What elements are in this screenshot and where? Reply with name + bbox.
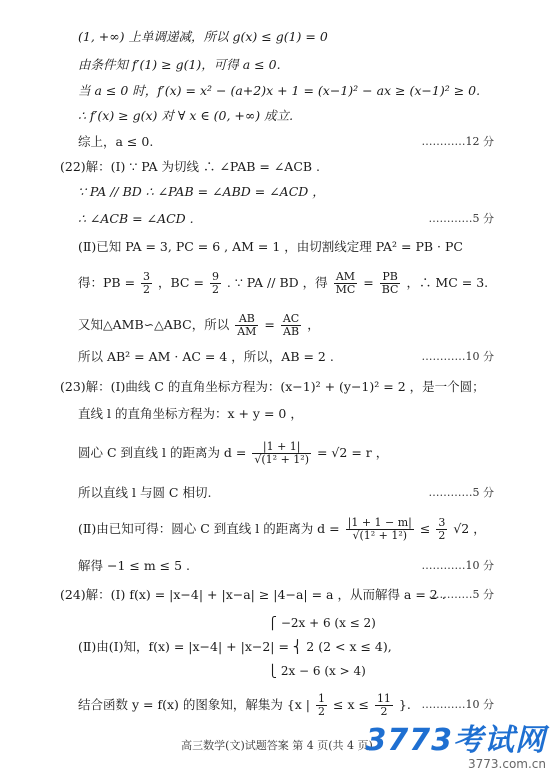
text-segment: ≤ [419, 521, 431, 536]
numerator: |1 + 1| [252, 441, 311, 454]
text-line: ∵ PA // BD ∴ ∠PAB = ∠ABD = ∠ACD ， [78, 184, 325, 199]
fraction [281, 313, 301, 338]
score-mark: …………12 分 [421, 135, 494, 148]
text-segment: = √2 = r ， [316, 445, 389, 460]
numerator: AM [334, 271, 358, 284]
text-line: 当 a ≤ 0 时，f′(x) = x² − (a+2)x + 1 = (x−1)² − ax ≥ (x−1)² ≥ 0. [78, 83, 481, 98]
text-segment: 又知△AMB∽△ABC，所以 [78, 317, 230, 332]
text-segment: 圆心 C 到直线 l 的距离为 d = [78, 445, 247, 460]
fraction-line: 又知△AMB∽△ABC，所以 $\frac{AB}{AM}$ = $\frac{AC}{AB}$ ， [78, 312, 320, 338]
text-segment: ≤ x ≤ [333, 697, 369, 712]
denominator: 2 [318, 705, 326, 718]
text-line: 所以 AB² = AM · AC = 4 ，所以，AB = 2 . [78, 349, 334, 364]
text-line: 直线 l 的直角坐标方程为：x + y = 0 ， [78, 406, 303, 421]
denominator: MC [335, 283, 356, 296]
text-segment: ， [307, 317, 320, 332]
denominator: 2 [211, 283, 219, 296]
text-segment: 得：PB = [78, 275, 136, 290]
text-segment: ，BC = [158, 275, 204, 290]
numerator: 9 [211, 270, 219, 283]
text-line: ∴ f′(x) ≥ g(x) 对 ∀ x ∈ (0, +∞) 成立. [78, 108, 294, 123]
text-segment: . ∵ PA // BD ，得 [226, 275, 328, 290]
text-line: (Ⅱ)已知 PA = 3, PC = 6 , AM = 1 ，由切割线定理 PA² = PB · PC [78, 239, 463, 254]
denominator: 2 [143, 283, 151, 296]
problem-22-line: (22)解：(Ⅰ) ∵ PA 为切线 ∴ ∠PAB = ∠ACB . [60, 159, 321, 174]
fraction [436, 517, 447, 542]
text-line: 所以直线 l 与圆 C 相切. [78, 485, 212, 500]
fraction [346, 517, 414, 542]
denominator: √(1² + 1²) [352, 529, 408, 542]
fraction-line [78, 436, 494, 470]
problem-24-line: (24)解：(Ⅰ) f(x) = |x−4| + |x−a| ≥ |4−a| = a ，从而解得 a = 2 . [60, 587, 446, 602]
text-line: 解得 −1 ≤ m ≤ 5 . [78, 558, 190, 573]
numerator: 11 [376, 692, 391, 705]
piecewise-case: ⎩ 2x − 6 (x > 4) [268, 664, 366, 678]
text-line: 综上，a ≤ 0. [78, 134, 154, 149]
fraction [210, 271, 221, 296]
numerator: |1 + 1 − m| [347, 516, 412, 529]
numerator: AC [282, 312, 300, 325]
fraction-line: 得：PB = $\frac{3}{2}$ ，BC = $\frac{9}{2}$ . ∵ PA // BD ，得 $\frac{AM}{MC}$ = $\frac{PB}{BC}$ ，∴ MC = 3. [78, 270, 489, 296]
denominator: 2 [380, 705, 388, 718]
text-segment: √2 ， [453, 521, 486, 536]
text-segment: ，∴ MC = 3. [406, 275, 489, 290]
fraction [252, 441, 311, 466]
numerator: 1 [318, 692, 326, 705]
problem-23-line: (23)解：(Ⅰ)曲线 C 的直角坐标方程为：(x−1)² + (y−1)² = 2 ，是一个圆； [60, 379, 485, 394]
denominator: √(1² + 1²) [254, 453, 309, 466]
denominator: AB [283, 325, 300, 338]
numerator: AB [235, 313, 258, 326]
score-mark: …………5 分 [428, 486, 494, 499]
watermark-text: 3773考试网 [365, 723, 546, 758]
fraction [141, 271, 152, 296]
fraction [375, 693, 393, 718]
text-segment: (Ⅱ)由已知可得：圆心 C 到直线 l 的距离为 d = [78, 521, 340, 536]
numerator: 3 [143, 270, 151, 283]
fraction [235, 313, 258, 338]
piecewise-case: ⎧ −2x + 6 (x ≤ 2) [268, 616, 376, 630]
text-segment: }. [398, 697, 411, 712]
numerator: PB [380, 271, 401, 284]
piecewise-line: (Ⅱ)由(Ⅰ)知，f(x) = |x−4| + |x−2| = ⎨ 2 (2 < x ≤ 4), [78, 639, 392, 654]
fraction-line [78, 512, 494, 546]
text-line: (1, +∞) 上单调递减，所以 g(x) ≤ g(1) = 0 [78, 29, 328, 44]
watermark-url: 3773.com.cn [468, 757, 546, 771]
watermark-logo [366, 725, 547, 771]
fraction [380, 271, 401, 296]
numerator: 3 [438, 516, 446, 529]
score-mark: …………5 分 [428, 588, 494, 601]
score-mark: …………10 分 [421, 698, 494, 711]
page-footer: 高三数学(文)试题答案 第 4 页(共 4 页) [181, 739, 373, 752]
denominator: AM [237, 325, 257, 338]
fraction [334, 271, 358, 296]
text-line: ∴ ∠ACB = ∠ACD . [78, 211, 194, 226]
score-mark: …………5 分 [428, 212, 494, 225]
score-mark: …………10 分 [421, 559, 494, 572]
denominator: 2 [438, 529, 446, 542]
text-segment: 结合函数 y = f(x) 的图象知，解集为 {x | [78, 697, 311, 712]
denominator: BC [381, 283, 399, 296]
fraction [316, 693, 327, 718]
text-line: 由条件知 f′(1) ≥ g(1)，可得 a ≤ 0. [78, 57, 281, 72]
score-mark: …………10 分 [421, 350, 494, 363]
